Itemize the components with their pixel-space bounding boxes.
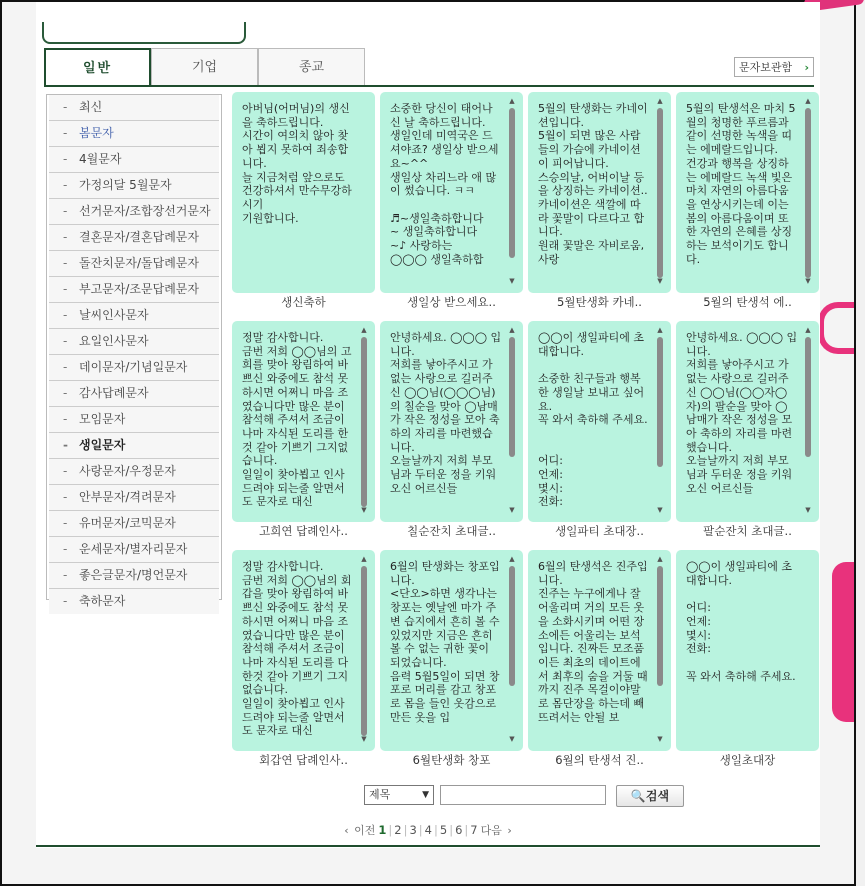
prev-page-link[interactable] bbox=[343, 824, 376, 837]
bullet-dash: - bbox=[63, 516, 68, 530]
page-link[interactable]: 6 bbox=[455, 823, 463, 837]
message-text: 정말 감사합니다. 금번 저희 ◯◯님의 고희를 맞아 왕림하여 바쁘신 와중에도 참석 못하시면 어쩌니 마음 조였습니다만 많은 분이 참석해 주셔서 조금이나마 자식된 도리를 한것 같아 기쁘기 그지없습니다. 일일이 찾아뵙고 인사드려야 되는줄 알면서도 문자로 대신 bbox=[242, 331, 352, 509]
sidebar-item[interactable] bbox=[49, 563, 219, 589]
bullet-dash: - bbox=[63, 256, 68, 270]
scroll-down-icon[interactable]: ▼ bbox=[805, 277, 811, 285]
sidebar-item[interactable] bbox=[49, 173, 219, 199]
sidebar-item[interactable] bbox=[49, 199, 219, 225]
header-box bbox=[42, 22, 246, 44]
sidebar-item[interactable] bbox=[49, 95, 219, 121]
message-text: 정말 감사합니다. 금번 저희 ◯◯님의 회갑을 맞아 왕림하여 바쁘신 와중에도 참석 못하시면 어쩌니 마음 조였습니다만 많은 분이 참석해 주셔서 조금이나마 자식된 도리를 다 한것 같아 기쁘기 그지없습니다. 일일이 찾아뵙고 인사드려야 되는줄 알면서도 문자로 대신 bbox=[242, 560, 352, 738]
message-card[interactable] bbox=[232, 92, 375, 293]
sidebar-item[interactable] bbox=[49, 381, 219, 407]
bullet-dash: - bbox=[63, 152, 68, 166]
bullet-dash: - bbox=[63, 464, 68, 478]
scroll-up-icon[interactable]: ▲ bbox=[509, 97, 515, 105]
message-card[interactable] bbox=[232, 321, 375, 522]
message-scrollbar[interactable] bbox=[359, 325, 369, 515]
sidebar-item-label: 최신 bbox=[79, 100, 103, 114]
search-button[interactable] bbox=[616, 785, 684, 807]
message-card[interactable] bbox=[232, 550, 375, 751]
bullet-dash: - bbox=[63, 438, 68, 452]
pagination bbox=[36, 822, 820, 838]
tab-underline bbox=[44, 85, 814, 87]
message-caption[interactable]: 칠순잔치 초대글.. bbox=[407, 524, 496, 538]
page-link[interactable]: 3 bbox=[409, 823, 417, 837]
sidebar-item[interactable] bbox=[49, 303, 219, 329]
message-text: ◯◯이 생일파티에 초대합니다. 소중한 친구들과 행복한 생일날 보내고 싶어요. 꼭 와서 축하해 주세요. 어디: 언제: 몇시: 전화: bbox=[538, 331, 648, 509]
message-caption[interactable]: 6월의 탄생석 진.. bbox=[555, 753, 644, 767]
next-page-label: 다음 bbox=[480, 824, 502, 837]
scroll-thumb[interactable] bbox=[509, 108, 515, 258]
message-scrollbar[interactable] bbox=[655, 96, 665, 286]
sidebar-item-label: 데이문자/기념일문자 bbox=[79, 360, 188, 374]
sidebar-item[interactable] bbox=[49, 511, 219, 537]
message-caption[interactable]: 회갑연 답례인사.. bbox=[259, 753, 348, 767]
tab-general[interactable]: 일반 bbox=[44, 48, 151, 87]
scroll-up-icon[interactable]: ▲ bbox=[805, 326, 811, 334]
sidebar-item[interactable] bbox=[49, 485, 219, 511]
scroll-down-icon[interactable]: ▼ bbox=[361, 506, 367, 514]
scroll-thumb[interactable] bbox=[657, 337, 663, 467]
page-separator: | bbox=[418, 823, 423, 837]
message-card[interactable] bbox=[676, 321, 819, 522]
message-card[interactable] bbox=[380, 550, 523, 751]
message-card[interactable] bbox=[676, 550, 819, 751]
chevron-down-icon: ▼ bbox=[422, 790, 429, 800]
sidebar-item-label: 좋은글문자/명언문자 bbox=[79, 568, 188, 582]
message-caption[interactable]: 5월탄생화 카네.. bbox=[557, 295, 642, 309]
page-link[interactable]: 4 bbox=[424, 823, 432, 837]
next-page-link[interactable] bbox=[480, 824, 513, 837]
message-scrollbar[interactable] bbox=[359, 554, 369, 744]
scroll-up-icon[interactable]: ▲ bbox=[657, 326, 663, 334]
sidebar-item-label: 유머문자/코믹문자 bbox=[79, 516, 176, 530]
bullet-dash: - bbox=[63, 230, 68, 244]
page-link[interactable]: 2 bbox=[394, 823, 402, 837]
message-scrollbar[interactable] bbox=[655, 325, 665, 515]
bullet-dash: - bbox=[63, 594, 68, 608]
bullet-dash: - bbox=[63, 334, 68, 348]
sidebar-item-label: 축하문자 bbox=[79, 594, 126, 608]
sidebar-item[interactable] bbox=[49, 589, 219, 614]
message-scrollbar[interactable] bbox=[507, 96, 517, 286]
bullet-dash: - bbox=[63, 386, 68, 400]
scroll-thumb[interactable] bbox=[805, 337, 811, 457]
bullet-dash: - bbox=[63, 178, 68, 192]
bullet-dash: - bbox=[63, 490, 68, 504]
bullet-dash: - bbox=[63, 204, 68, 218]
page-separator: | bbox=[449, 823, 454, 837]
message-text: 아버님(어머님)의 생신을 축하드립니다. 시간이 여의치 않아 찾아 뵙지 못하여 죄송합니다. 늘 지금처럼 앞으로도 건강하셔서 만수무강하시기 기원합니다. bbox=[242, 102, 352, 225]
bullet-dash: - bbox=[63, 360, 68, 374]
sidebar-item[interactable] bbox=[49, 537, 219, 563]
scroll-thumb[interactable] bbox=[657, 566, 663, 686]
page-link[interactable]: 7 bbox=[470, 823, 478, 837]
bullet-dash: - bbox=[63, 412, 68, 426]
message-scrollbar[interactable] bbox=[655, 554, 665, 744]
message-caption[interactable]: 팔순잔치 초대글.. bbox=[703, 524, 792, 538]
message-caption[interactable]: 생일파티 초대장.. bbox=[555, 524, 644, 538]
message-text: 안녕하세요. ◯◯◯ 입니다. 저희를 낳아주시고 가없는 사랑으로 길러주신 ◯◯님(◯◯자◯자)의 팔순을 맞아 ◯남매가 작은 정성을 모아 축하의 자리를 마련했습니다. 오늘날까지 저희 부모님과 두터운 정을 키워오신 어르신들 bbox=[686, 331, 798, 495]
sidebar-item[interactable] bbox=[49, 459, 219, 485]
message-text: ◯◯이 생일파티에 초대합니다. 어디: 언제: 몇시: 전화: 꼭 와서 축하해 주세요. bbox=[686, 560, 796, 683]
message-card[interactable] bbox=[528, 550, 671, 751]
message-text: 6월의 탄생석은 진주입니다. 진주는 누구에게나 잘 어울리며 거의 모든 옷을 소화시키며 어떤 장소에든 어울리는 보석입니다. 진짜든 모조품이든 최초의 데이트에서 최후의 숨을 거둘 때까지 진주 목걸이야말로 몸단장을 하는데 빼뜨려서는 안될 보 bbox=[538, 560, 648, 724]
archive-button-label: 문자보관함 bbox=[739, 61, 793, 74]
scroll-up-icon[interactable]: ▲ bbox=[805, 97, 811, 105]
search-field-select[interactable] bbox=[364, 785, 434, 805]
page-separator: | bbox=[388, 823, 393, 837]
search-input[interactable] bbox=[440, 785, 606, 805]
scroll-up-icon[interactable]: ▲ bbox=[361, 555, 367, 563]
message-card[interactable] bbox=[380, 321, 523, 522]
sidebar-item-label: 4월문자 bbox=[79, 152, 122, 166]
sidebar-item-label: 봄문자 bbox=[79, 126, 114, 140]
message-card[interactable] bbox=[528, 321, 671, 522]
scroll-up-icon[interactable]: ▲ bbox=[509, 555, 515, 563]
sidebar-item[interactable] bbox=[49, 121, 219, 147]
page-separator: | bbox=[403, 823, 408, 837]
sidebar-item-label: 돌잔치문자/돌답례문자 bbox=[79, 256, 199, 270]
message-card[interactable] bbox=[528, 92, 671, 293]
page-link[interactable]: 5 bbox=[439, 823, 448, 837]
search-icon: 🔍 bbox=[630, 789, 646, 803]
message-archive-button[interactable] bbox=[734, 57, 814, 77]
bottom-divider bbox=[36, 845, 820, 847]
category-tabs bbox=[44, 48, 814, 88]
scroll-thumb[interactable] bbox=[361, 566, 367, 736]
sidebar-item[interactable] bbox=[49, 407, 219, 433]
sidebar-item-label: 생일문자 bbox=[79, 438, 126, 452]
sidebar-item-label: 선거문자/조합장선거문자 bbox=[79, 204, 211, 218]
scroll-down-icon[interactable]: ▼ bbox=[657, 735, 663, 743]
sidebar-item[interactable] bbox=[49, 225, 219, 251]
page-separator: | bbox=[464, 823, 469, 837]
sidebar-item[interactable] bbox=[49, 147, 219, 173]
chevron-left-icon: ‹ bbox=[344, 824, 353, 837]
sidebar-item[interactable] bbox=[49, 433, 219, 459]
scroll-up-icon[interactable]: ▲ bbox=[509, 326, 515, 334]
scroll-down-icon[interactable]: ▼ bbox=[361, 735, 367, 743]
scroll-down-icon[interactable]: ▼ bbox=[657, 506, 663, 514]
sidebar-item-label: 감사답례문자 bbox=[79, 386, 149, 400]
scroll-thumb[interactable] bbox=[509, 337, 515, 457]
message-caption[interactable]: 생일초대장 bbox=[719, 753, 776, 767]
message-text: 5월의 탄생화는 카네이션입니다. 5월이 되면 많은 사람들의 가슴에 카네이션이 피어납니다. 스승의날, 어버이날 등을 상징하는 카네이션.. 카네이션은 색깔에 따라 꽃말이 다르다고 합니다. 원래 꽃말은 자비로움, 사랑 bbox=[538, 102, 648, 266]
message-text: 안녕하세요. ◯◯◯ 입니다. 저희를 낳아주시고 가없는 사랑으로 길러주신 ◯◯님(◯◯◯님)의 칠순을 맞아 ◯남매가 작은 정성을 모아 축하의 자리를 마련했습니다. 오늘날까지 저희 부모님과 두터운 정을 키워오신 어르신들 bbox=[390, 331, 502, 495]
sidebar-item-label: 결혼문자/결혼답례문자 bbox=[79, 230, 199, 244]
search-button-label: 검색 bbox=[645, 789, 670, 803]
sidebar-item-label: 부고문자/조문답례문자 bbox=[79, 282, 199, 296]
scroll-down-icon[interactable]: ▼ bbox=[509, 506, 515, 514]
bullet-dash: - bbox=[63, 568, 68, 582]
main-content bbox=[36, 2, 820, 848]
scroll-down-icon[interactable]: ▼ bbox=[657, 277, 663, 285]
sidebar-item[interactable] bbox=[49, 329, 219, 355]
arrow-right-icon: › bbox=[804, 61, 809, 74]
sidebar-item[interactable] bbox=[49, 251, 219, 277]
message-card[interactable] bbox=[380, 92, 523, 293]
scroll-up-icon[interactable]: ▲ bbox=[657, 97, 663, 105]
category-sidebar bbox=[46, 94, 222, 608]
message-scrollbar[interactable] bbox=[507, 325, 517, 515]
bullet-dash: - bbox=[63, 542, 68, 556]
scroll-thumb[interactable] bbox=[509, 566, 515, 686]
bullet-dash: - bbox=[63, 100, 68, 114]
decorative-pink-shape bbox=[818, 302, 854, 354]
message-caption[interactable]: 5월의 탄생석 에.. bbox=[703, 295, 792, 309]
message-scrollbar[interactable] bbox=[507, 554, 517, 744]
message-scrollbar[interactable] bbox=[803, 96, 813, 286]
scroll-thumb[interactable] bbox=[361, 337, 367, 507]
bullet-dash: - bbox=[63, 282, 68, 296]
chevron-right-icon: › bbox=[503, 824, 512, 837]
bullet-dash: - bbox=[63, 308, 68, 322]
scroll-thumb[interactable] bbox=[805, 108, 811, 278]
message-caption[interactable]: 고희연 답례인사.. bbox=[259, 524, 348, 538]
sidebar-item[interactable] bbox=[49, 277, 219, 303]
sidebar-item-label: 운세문자/별자리문자 bbox=[79, 542, 188, 556]
search-field-value: 제목 bbox=[369, 788, 391, 801]
sidebar-item-label: 요일인사문자 bbox=[79, 334, 149, 348]
message-scrollbar[interactable] bbox=[803, 325, 813, 515]
scroll-down-icon[interactable]: ▼ bbox=[805, 506, 811, 514]
sidebar-item-label: 가정의달 5월문자 bbox=[79, 178, 172, 192]
sidebar-item-label: 안부문자/격려문자 bbox=[79, 490, 176, 504]
tab-religion[interactable]: 종교 bbox=[258, 48, 365, 85]
message-card[interactable] bbox=[676, 92, 819, 293]
bullet-dash: - bbox=[63, 126, 68, 140]
sidebar-item-label: 사랑문자/우정문자 bbox=[79, 464, 176, 478]
sidebar-item-label: 날씨인사문자 bbox=[79, 308, 149, 322]
page-link[interactable]: 1 bbox=[378, 823, 387, 837]
message-text: 5월의 탄생석은 마치 5월의 청명한 푸르름과 같이 선명한 녹색을 띠는 에메랄드입니다. 건강과 행복을 상징하는 에메랄드 녹색 빛은 마치 자연의 아름다움을 연상시키는데 이는 봄의 아름다움이며 또한 자연의 은혜를 상징하는 보석이기도 합니다. bbox=[686, 102, 796, 266]
message-caption[interactable]: 6월탄생화 창포 bbox=[412, 753, 491, 767]
decorative-pink-shape bbox=[832, 562, 854, 722]
page-separator: | bbox=[434, 823, 438, 837]
scroll-thumb[interactable] bbox=[657, 108, 663, 278]
scroll-down-icon[interactable]: ▼ bbox=[509, 277, 515, 285]
tab-business[interactable]: 기업 bbox=[151, 48, 258, 85]
message-text: 6월의 탄생화는 창포입니다. <단오>하면 생각나는 창포는 옛날엔 마가 주변 습지에서 흔히 볼 수 있었지만 지금은 흔히 볼 수 없는 귀한 꽃이 되었습니다. 음력 5월5일이 되면 창포로 머리를 감고 창포로 몸을 들인 옷감으로 만든 옷을 입 bbox=[390, 560, 500, 724]
scroll-up-icon[interactable]: ▲ bbox=[361, 326, 367, 334]
scroll-down-icon[interactable]: ▼ bbox=[509, 735, 515, 743]
message-text: 소중한 당신이 태어나신 날 축하드립니다. 생일인데 미역국은 드셔야죠? 생일상 받으세요~^^ 생일상 차리느라 애 많이 썼습니다. ㅋㅋ ♬~생일축하합니다 ~ 생일축하합니다 ~♪ 사랑하는 ◯◯◯ 생일축하합 bbox=[390, 102, 499, 266]
sidebar-item[interactable] bbox=[49, 355, 219, 381]
message-caption[interactable]: 생신축하 bbox=[281, 295, 326, 309]
scroll-up-icon[interactable]: ▲ bbox=[657, 555, 663, 563]
message-caption[interactable]: 생일상 받으세요.. bbox=[407, 295, 496, 309]
prev-page-label: 이전 bbox=[354, 824, 376, 837]
sidebar-item-label: 모임문자 bbox=[79, 412, 126, 426]
